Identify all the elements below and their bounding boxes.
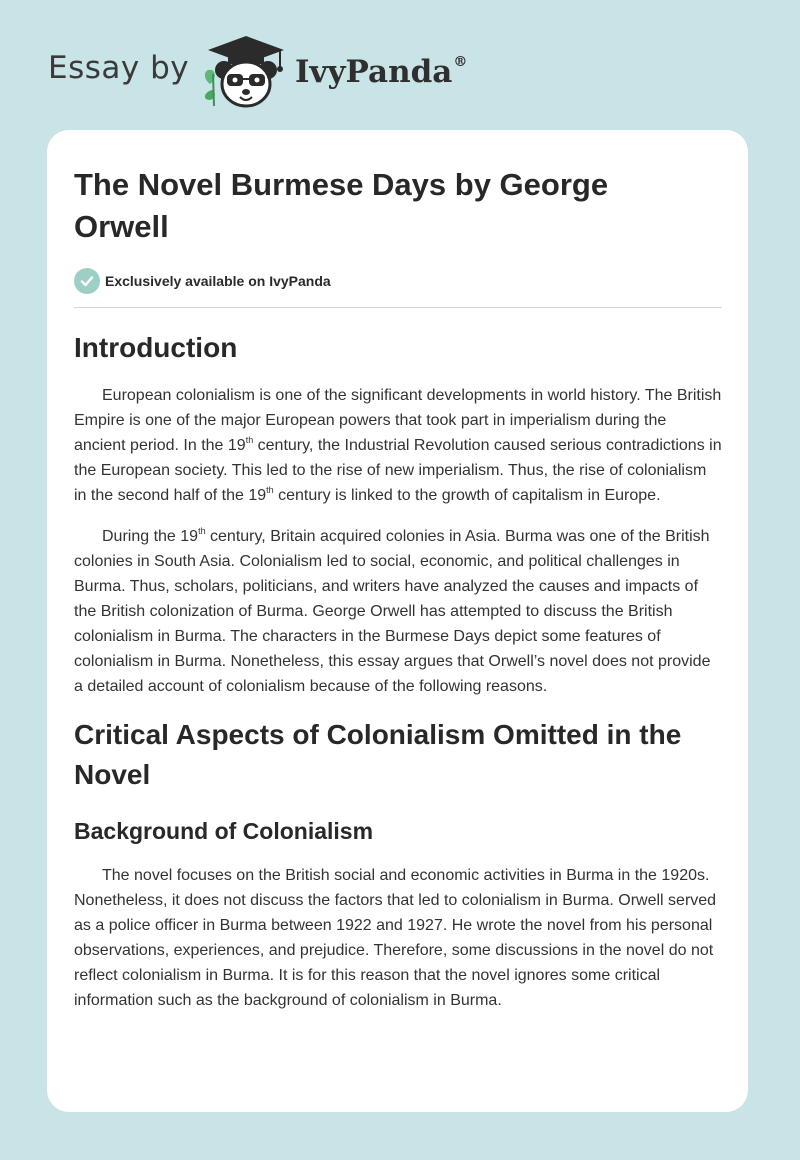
intro-paragraph-1: European colonialism is one of the significant developments in world history. The British Empire is one of the major European powers that took part in imperialism during the ancient period. In the 19th century, the Industrial Revolution caused serious contradictions in the European society. This led to the rise of new imperialism. Thus, the rise of colonialism in the second half of the 19th century is linked to the growth of capitalism in Europe. xyxy=(74,387,722,504)
registered-mark: ® xyxy=(453,54,468,70)
essay-card xyxy=(47,130,748,1112)
essay-title: The Novel Burmese Days by George Orwell xyxy=(74,167,609,244)
background-paragraph: The novel focuses on the British social and economic activities in Burma in the 1920s. Nonetheless, it does not discuss the factors that led to colonialism in Burma. Orwell served as a police officer in Burma between 1922 and 1927. He wrote the novel from his personal observations, experiences, and prejudice. Therefore, some discussions in the novel do not reflect colonialism in Burma. It is for this reason that the novel ignores some critical information such as the background of colonialism in Burma. xyxy=(74,867,717,1009)
site-header xyxy=(0,0,800,130)
intro-paragraph-2: During the 19th century, Britain acquired colonies in Asia. Burma was one of the British colonies in South Asia. Colonialism led to social, economic, and political challenges in Burma. Thus, scholars, politicians, and writers have analyzed the causes and impacts of the British colonization of Burma. George Orwell has attempted to discuss the British colonialism in Burma. The characters in the Burmese Days depict some features of colonialism in Burma. Nonetheless, this essay argues that Orwell’s novel does not provide a detailed account of colonialism because of the following reasons. xyxy=(74,526,711,695)
divider xyxy=(74,307,722,308)
checkmark-icon xyxy=(74,268,100,294)
panda-graduation-cap-icon[interactable] xyxy=(200,34,292,110)
exclusive-badge xyxy=(74,266,722,296)
section-heading-introduction: Introduction xyxy=(74,332,238,363)
subsection-heading-background: Background of Colonialism xyxy=(74,818,374,844)
brand-name[interactable]: IvyPanda® xyxy=(295,54,468,90)
exclusive-label: Exclusively available on IvyPanda xyxy=(105,273,331,289)
brand-prefix: Essay by xyxy=(48,50,190,86)
section-heading-critical-aspects: Critical Aspects of Colonialism Omitted in the Novel xyxy=(74,719,682,790)
